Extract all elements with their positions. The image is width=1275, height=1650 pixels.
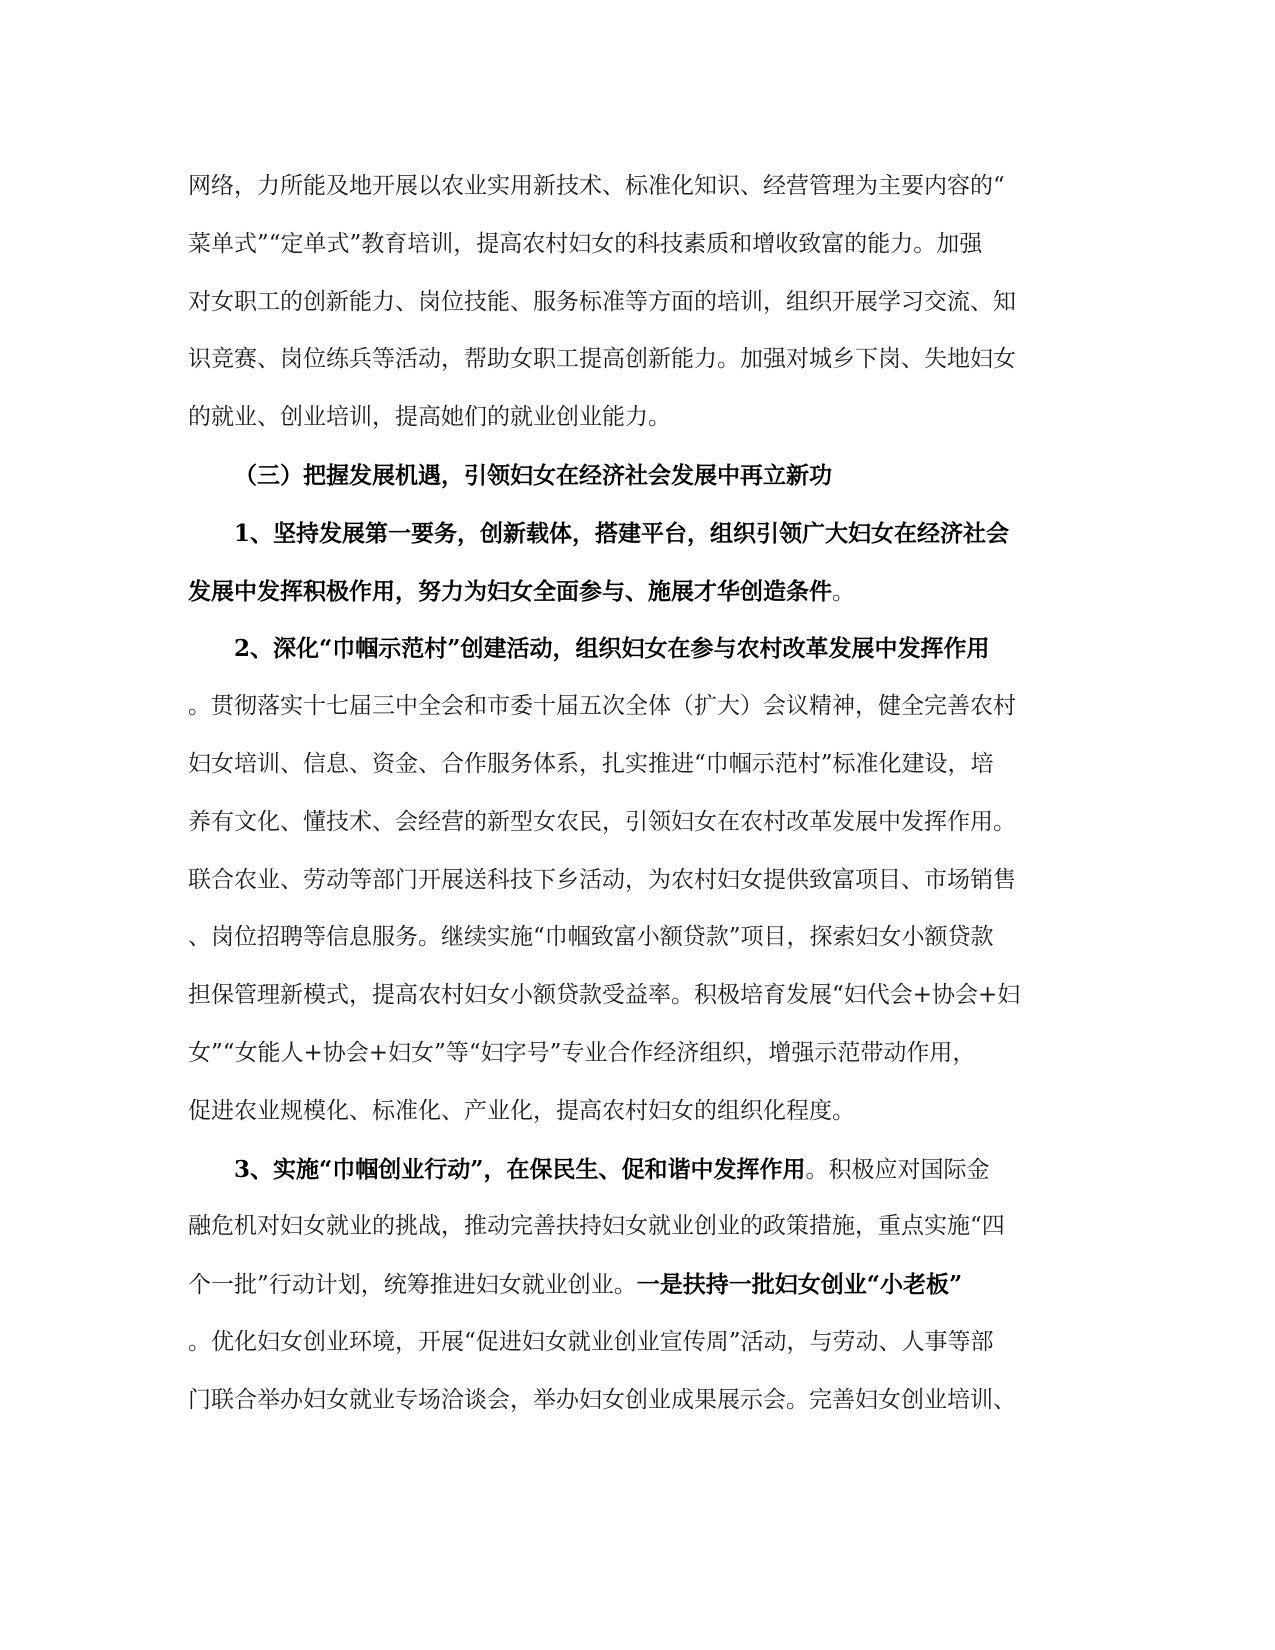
- paragraph-line: [188, 678, 1088, 736]
- section-heading: [188, 447, 1088, 505]
- bold-item-heading: [188, 620, 1088, 678]
- line-text: 女”“女能人+协会+妇女”等“妇字号”专业合作经济组织，增强示范带动作用，: [188, 1039, 976, 1066]
- paragraph-line: [188, 852, 1088, 910]
- line-text: 菜单式”“定单式”教育培训，提高农村妇女的科技素质和增收致富的能力。加强: [188, 230, 983, 257]
- item-heading-text: 2、深化“巾帼示范村”创建活动，组织妇女在参与农村改革发展中发挥作用: [234, 635, 990, 663]
- bold-item-heading-cont: [188, 563, 1088, 621]
- line-text: 。: [832, 578, 855, 605]
- line-text: 识竞赛、岗位练兵等活动，帮助女职工提高创新能力。加强对城乡下岗、失地妇女: [188, 346, 1016, 373]
- section-heading-text: （三）把握发展机遇，引领妇女在经济社会发展中再立新功: [234, 461, 832, 489]
- bold-item-heading: [188, 1141, 1088, 1199]
- line-text: 、岗位招聘等信息服务。继续实施“巾帼致富小额贷款”项目，探索妇女小额贷款: [188, 924, 994, 951]
- line-text: 。优化妇女创业环境，开展“促进妇女就业创业宣传周”活动，与劳动、人事等部: [188, 1328, 994, 1355]
- paragraph-line: [188, 158, 1088, 216]
- line-text: 融危机对妇女就业的挑战，推动完善扶持妇女就业创业的政策措施，重点实施“四: [188, 1213, 1005, 1240]
- paragraph-line: [188, 1256, 1088, 1314]
- inline-bold-text: 一是扶持一批妇女创业“小老板”: [636, 1271, 963, 1299]
- bold-item-heading: [188, 505, 1088, 563]
- item-heading-text: 1、坚持发展第一要务，创新载体，搭建平台，组织引领广大妇女在经济社会: [234, 519, 1010, 547]
- line-text: 门联合举办妇女就业专场洽谈会，举办妇女创业成果展示会。完善妇女创业培训、: [188, 1386, 1016, 1413]
- line-text: 。积极应对国际金: [805, 1156, 990, 1183]
- document-body: [188, 158, 1088, 1430]
- paragraph-line: [188, 736, 1088, 794]
- line-text: 联合农业、劳动等部门开展送科技下乡活动，为农村妇女提供致富项目、市场销售: [188, 866, 1016, 893]
- paragraph-line: [188, 1198, 1088, 1256]
- paragraph-line: [188, 274, 1088, 332]
- paragraph-line: [188, 1372, 1088, 1430]
- paragraph-line: [188, 389, 1088, 447]
- paragraph-line: [188, 331, 1088, 389]
- line-text: 妇女培训、信息、资金、合作服务体系，扎实推进“巾帼示范村”标准化建设，培: [188, 750, 994, 777]
- line-text: 促进农业规模化、标准化、产业化，提高农村妇女的组织化程度。: [188, 1097, 855, 1124]
- item-heading-text: 发展中发挥积极作用，努力为妇女全面参与、施展才华创造条件: [188, 577, 832, 605]
- line-text: 个一批”行动计划，统筹推进妇女就业创业。: [188, 1272, 637, 1299]
- paragraph-line: [188, 794, 1088, 852]
- paragraph-line: [188, 216, 1088, 274]
- paragraph-line: [188, 967, 1088, 1025]
- paragraph-line: [188, 909, 1088, 967]
- line-text: 养有文化、懂技术、会经营的新型女农民，引领妇女在农村改革发展中发挥作用。: [188, 808, 1016, 835]
- paragraph-line: [188, 1314, 1088, 1372]
- line-text: 的就业、创业培训，提高她们的就业创业能力。: [188, 404, 671, 431]
- line-text: 网络，力所能及地开展以农业实用新技术、标准化知识、经营管理为主要内容的“: [188, 173, 1005, 199]
- paragraph-line: [188, 1083, 1088, 1141]
- item-heading-text: 3、实施“巾帼创业行动”，在保民生、促和谐中发挥作用: [234, 1155, 806, 1183]
- line-text: 担保管理新模式，提高农村妇女小额贷款受益率。积极培育发展“妇代会+协会+妇: [188, 982, 1021, 1009]
- line-text: 。贯彻落实十七届三中全会和市委十届五次全体（扩大）会议精神，健全完善农村: [188, 693, 1016, 720]
- paragraph-line: [188, 1025, 1088, 1083]
- line-text: 对女职工的创新能力、岗位技能、服务标准等方面的培训，组织开展学习交流、知: [188, 288, 1016, 315]
